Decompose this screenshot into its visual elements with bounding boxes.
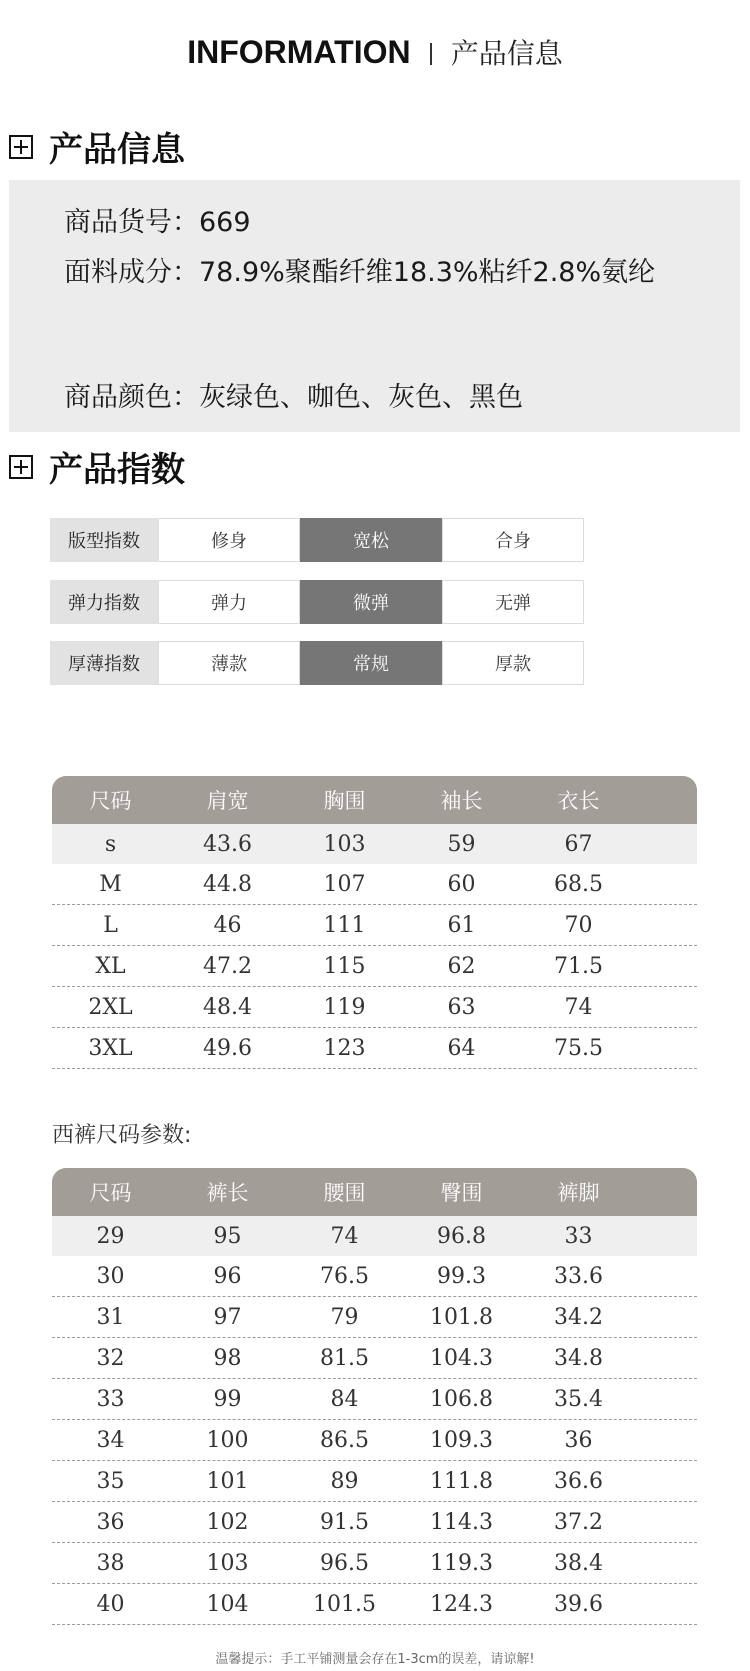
table-cell: 101.5 bbox=[313, 1591, 376, 1617]
table-cell: 37.2 bbox=[554, 1509, 603, 1535]
table-cell: 91.5 bbox=[320, 1509, 369, 1535]
table-cell: 61 bbox=[447, 912, 476, 938]
table-cell: 38 bbox=[96, 1550, 125, 1576]
table-cell: 40 bbox=[96, 1591, 125, 1617]
table-cell: 64 bbox=[447, 1035, 476, 1061]
column-header: 裤长 bbox=[206, 1181, 249, 1205]
table-cell: 99.3 bbox=[437, 1263, 486, 1289]
table-cell: 34.2 bbox=[554, 1304, 603, 1330]
table-cell: 33 bbox=[96, 1386, 125, 1412]
table-row bbox=[52, 1216, 697, 1256]
pants-size-label: 西裤尺码参数: bbox=[52, 1123, 192, 1148]
table-cell: 96.8 bbox=[437, 1223, 486, 1249]
table-cell: 111.8 bbox=[430, 1468, 493, 1494]
table-row bbox=[52, 1543, 697, 1584]
table-cell: 34 bbox=[96, 1427, 125, 1453]
table-cell: 33 bbox=[564, 1223, 593, 1249]
table-cell: L bbox=[103, 912, 118, 938]
table-cell: 29 bbox=[96, 1223, 125, 1249]
table-cell: 39.6 bbox=[554, 1591, 603, 1617]
table-row bbox=[52, 1420, 697, 1461]
header-title-en: INFORMATION bbox=[187, 34, 411, 70]
table-cell: 101 bbox=[206, 1468, 249, 1494]
page-header bbox=[0, 32, 750, 72]
table-row bbox=[52, 1461, 697, 1502]
info-line-colors: 商品颜色：灰绿色、咖色、灰色、黑色 bbox=[64, 382, 523, 413]
table-cell: 30 bbox=[96, 1263, 125, 1289]
index-option-selected: 常规 bbox=[300, 641, 442, 685]
header-title-cn: 产品信息 bbox=[450, 37, 563, 70]
table-cell: 98 bbox=[213, 1345, 242, 1371]
header-divider bbox=[430, 43, 432, 65]
table-cell: 109.3 bbox=[430, 1427, 493, 1453]
table-cell: 111 bbox=[323, 912, 366, 938]
table-row bbox=[52, 1297, 697, 1338]
table-row bbox=[52, 824, 697, 864]
info-line-fabric: 面料成分：78.9%聚酯纤维18.3%粘纤2.8%氨纶 bbox=[64, 257, 656, 288]
plus-square-icon bbox=[9, 455, 33, 479]
table-cell: 99 bbox=[213, 1386, 242, 1412]
table-cell: 63 bbox=[447, 994, 476, 1020]
index-row-label: 弹力指数 bbox=[50, 580, 158, 624]
table-cell: 76.5 bbox=[320, 1263, 369, 1289]
table-cell: XL bbox=[95, 953, 126, 979]
table-cell: 86.5 bbox=[320, 1427, 369, 1453]
table-cell: 84 bbox=[330, 1386, 359, 1412]
table-cell: 95 bbox=[213, 1223, 242, 1249]
pants-size-table bbox=[52, 1168, 697, 1625]
column-header: 袖长 bbox=[440, 789, 483, 813]
table-row bbox=[52, 1028, 697, 1069]
table-cell: 46 bbox=[213, 912, 242, 938]
table-cell: M bbox=[99, 871, 122, 897]
product-info-heading bbox=[9, 122, 185, 171]
index-option: 无弹 bbox=[442, 580, 584, 624]
table-cell: 100 bbox=[206, 1427, 249, 1453]
table-cell: 107 bbox=[323, 871, 366, 897]
table-cell: 71.5 bbox=[554, 953, 603, 979]
table-cell: 101.8 bbox=[430, 1304, 493, 1330]
table-cell: 115 bbox=[323, 953, 366, 979]
table-cell: 124.3 bbox=[430, 1591, 493, 1617]
table-cell: 81.5 bbox=[320, 1345, 369, 1371]
table-cell: 67 bbox=[564, 831, 593, 857]
product-info-title: 产品信息 bbox=[49, 130, 185, 170]
table-cell: 32 bbox=[96, 1345, 125, 1371]
jacket-size-table bbox=[52, 776, 697, 1069]
table-cell: 62 bbox=[447, 953, 476, 979]
table-cell: 79 bbox=[330, 1304, 359, 1330]
column-header: 臀围 bbox=[440, 1181, 483, 1205]
table-row bbox=[52, 1256, 697, 1297]
plus-square-icon bbox=[9, 135, 33, 159]
table-cell: 31 bbox=[96, 1304, 125, 1330]
table-cell: 35.4 bbox=[554, 1386, 603, 1412]
index-row bbox=[50, 641, 584, 685]
index-row bbox=[50, 518, 584, 562]
table-row bbox=[52, 987, 697, 1028]
table-cell: 103 bbox=[206, 1550, 249, 1576]
table-cell: 47.2 bbox=[203, 953, 252, 979]
table-row bbox=[52, 1379, 697, 1420]
index-row-label: 厚薄指数 bbox=[50, 641, 158, 685]
table-cell: 89 bbox=[330, 1468, 359, 1494]
table-cell: 43.6 bbox=[203, 831, 252, 857]
index-option-selected: 微弹 bbox=[300, 580, 442, 624]
table-row bbox=[52, 1338, 697, 1379]
table-cell: 104.3 bbox=[430, 1345, 493, 1371]
table-cell: 104 bbox=[206, 1591, 249, 1617]
footer-note: 温馨提示：手工平铺测量会存在1-3cm的误差，请谅解! bbox=[215, 1652, 535, 1667]
index-option: 厚款 bbox=[442, 641, 584, 685]
column-header: 尺码 bbox=[89, 1181, 132, 1205]
table-cell: 38.4 bbox=[554, 1550, 603, 1576]
table-cell: 49.6 bbox=[203, 1035, 252, 1061]
index-option: 薄款 bbox=[158, 641, 300, 685]
table-cell: 48.4 bbox=[203, 994, 252, 1020]
table-cell: 123 bbox=[323, 1035, 366, 1061]
table-row bbox=[52, 1502, 697, 1543]
table-cell: 75.5 bbox=[554, 1035, 603, 1061]
table-cell: 44.8 bbox=[203, 871, 252, 897]
index-row-label: 版型指数 bbox=[50, 518, 158, 562]
table-cell: 119.3 bbox=[430, 1550, 493, 1576]
column-header: 腰围 bbox=[323, 1181, 366, 1205]
table-cell: 60 bbox=[447, 871, 476, 897]
table-cell: 103 bbox=[323, 831, 366, 857]
table-cell: 36 bbox=[564, 1427, 593, 1453]
table-row bbox=[52, 946, 697, 987]
table-cell: 102 bbox=[206, 1509, 249, 1535]
table-cell: 3XL bbox=[88, 1035, 133, 1061]
table-cell: 33.6 bbox=[554, 1263, 603, 1289]
table-row bbox=[52, 864, 697, 905]
index-option-selected: 宽松 bbox=[300, 518, 442, 562]
column-header: 肩宽 bbox=[206, 789, 249, 813]
table-row bbox=[52, 1584, 697, 1625]
table-cell: 2XL bbox=[88, 994, 133, 1020]
table-cell: 119 bbox=[323, 994, 366, 1020]
index-option: 修身 bbox=[158, 518, 300, 562]
table-cell: 36.6 bbox=[554, 1468, 603, 1494]
table-cell: s bbox=[104, 831, 117, 857]
table-cell: 70 bbox=[564, 912, 593, 938]
table-row bbox=[52, 905, 697, 946]
table-cell: 97 bbox=[213, 1304, 242, 1330]
table-cell: 96.5 bbox=[320, 1550, 369, 1576]
table-cell: 36 bbox=[96, 1509, 125, 1535]
table-cell: 96 bbox=[213, 1263, 242, 1289]
table-cell: 74 bbox=[564, 994, 593, 1020]
table-cell: 68.5 bbox=[554, 871, 603, 897]
table-cell: 34.8 bbox=[554, 1345, 603, 1371]
table-cell: 114.3 bbox=[430, 1509, 493, 1535]
index-option: 弹力 bbox=[158, 580, 300, 624]
product-index-title: 产品指数 bbox=[49, 450, 185, 490]
table-header bbox=[52, 776, 697, 824]
product-index-heading bbox=[9, 442, 185, 491]
column-header: 尺码 bbox=[89, 789, 132, 813]
column-header: 胸围 bbox=[323, 789, 366, 813]
index-option: 合身 bbox=[442, 518, 584, 562]
table-cell: 106.8 bbox=[430, 1386, 493, 1412]
info-line-sku: 商品货号：669 bbox=[64, 207, 251, 238]
index-row bbox=[50, 580, 584, 624]
table-cell: 59 bbox=[447, 831, 476, 857]
table-cell: 35 bbox=[96, 1468, 125, 1494]
table-header bbox=[52, 1168, 697, 1216]
table-cell: 74 bbox=[330, 1223, 359, 1249]
column-header: 衣长 bbox=[557, 789, 600, 813]
product-info-panel bbox=[9, 180, 740, 432]
column-header: 裤脚 bbox=[557, 1181, 600, 1205]
